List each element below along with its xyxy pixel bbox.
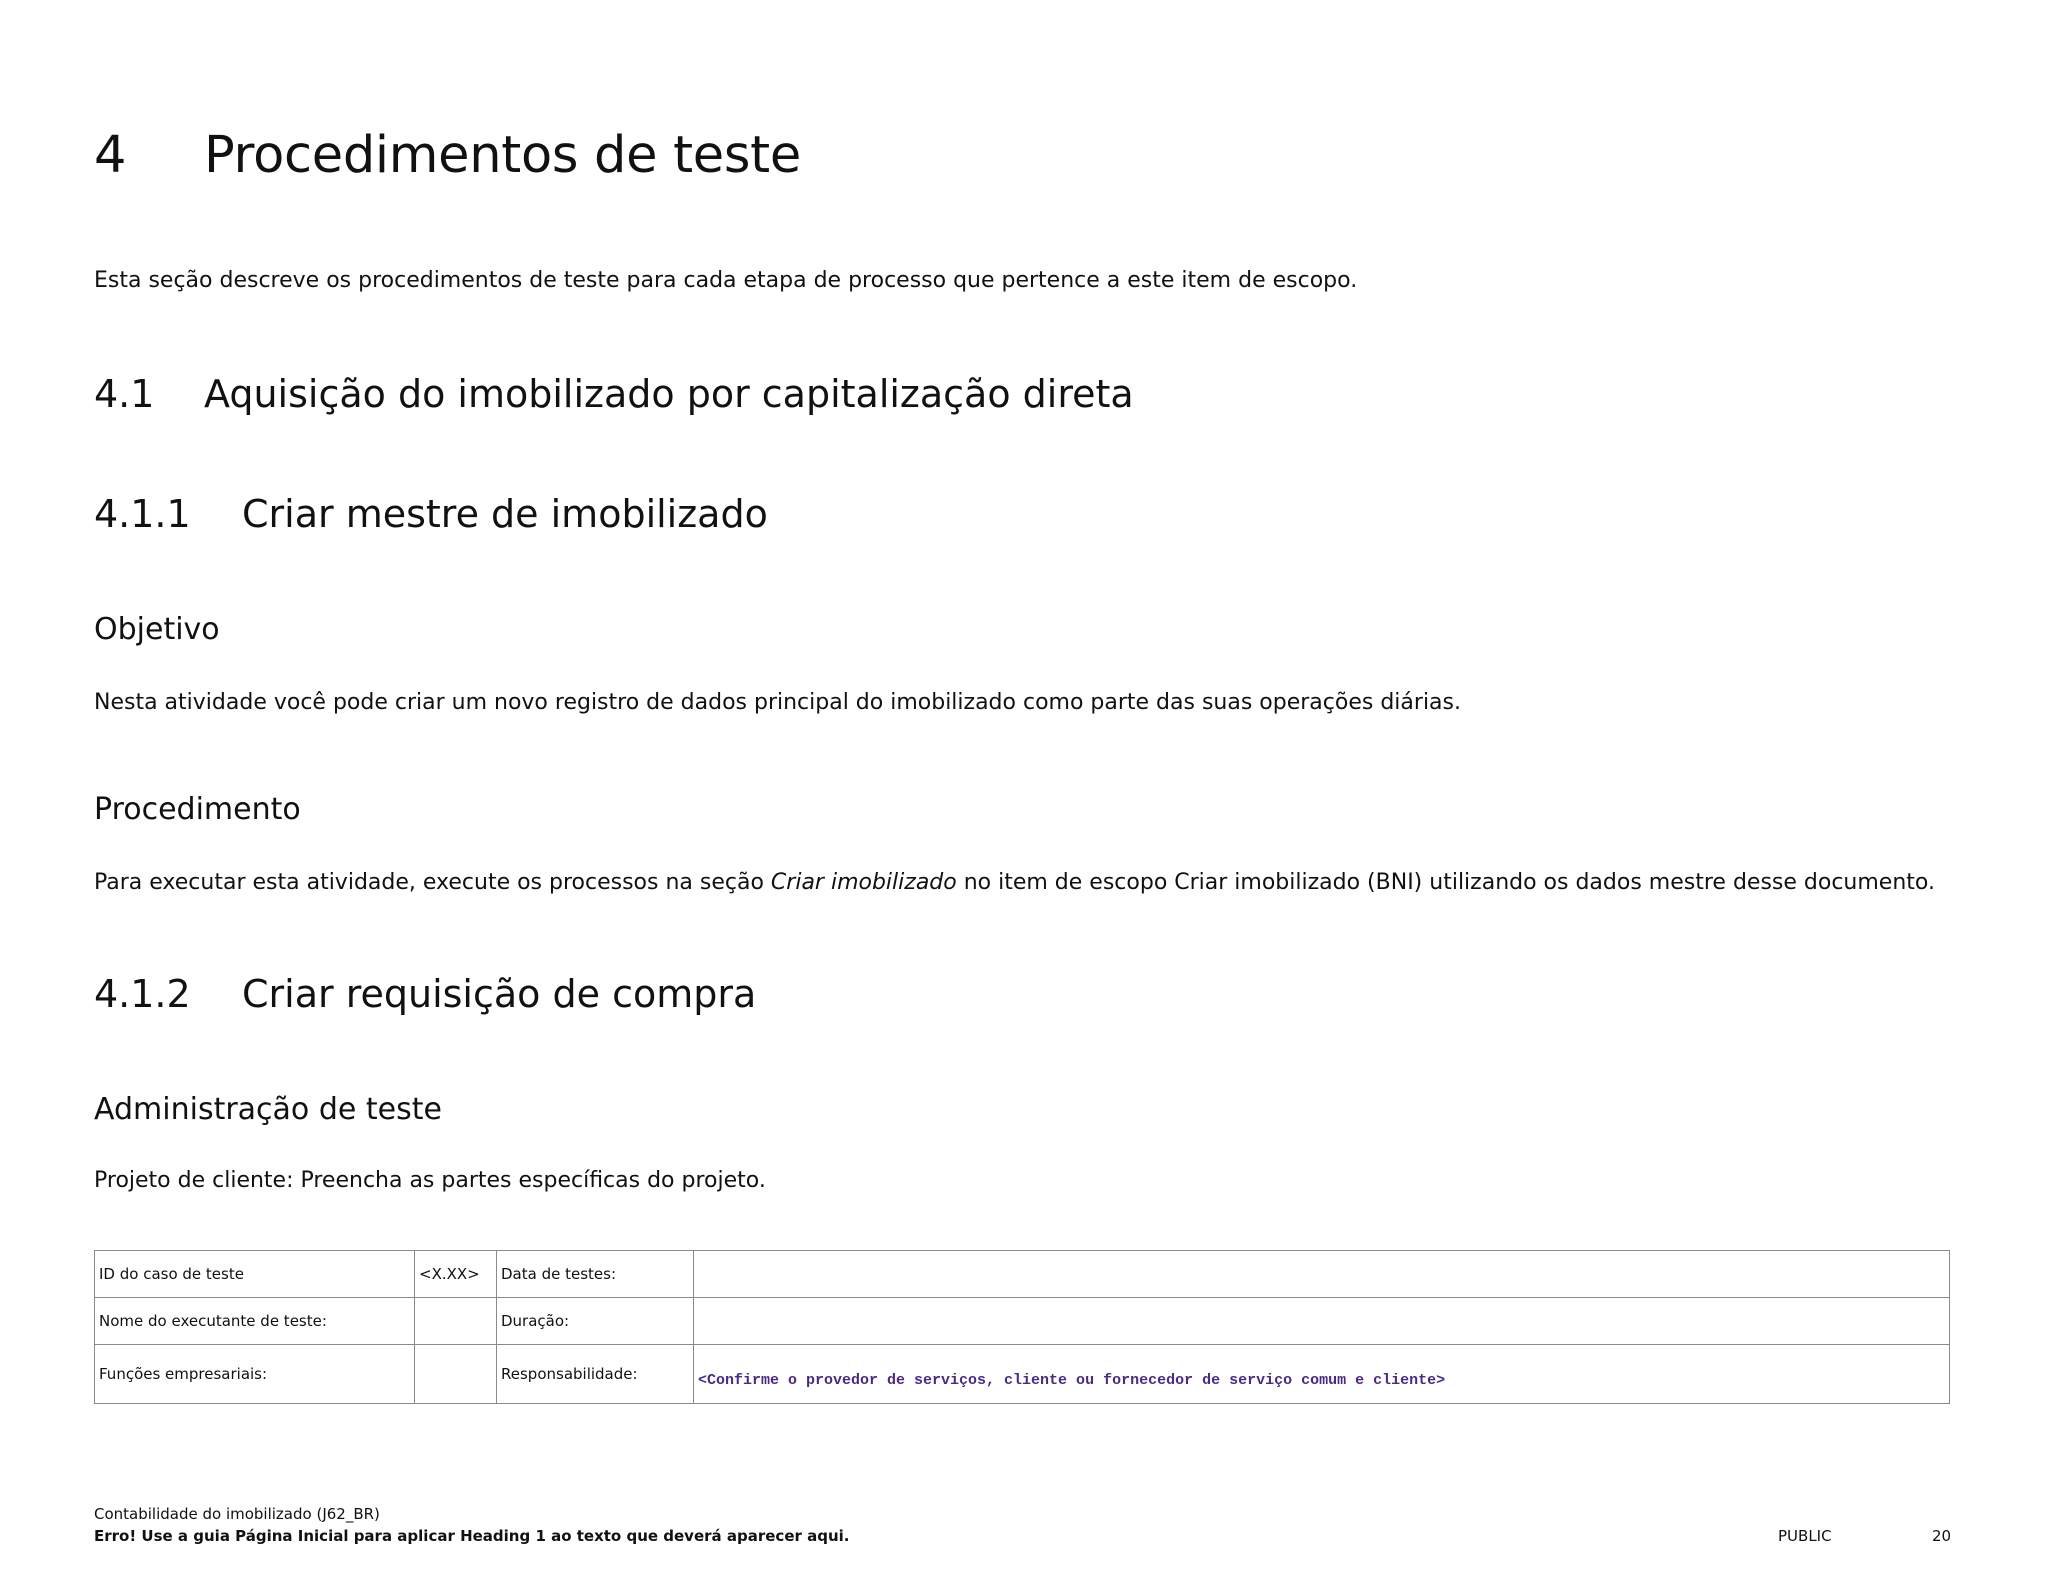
- procedimento-text-after: no item de escopo Criar imobilizado (BNI) utilizando os dados mestre desse documento.: [956, 870, 1935, 895]
- heading-number: 4.1: [94, 372, 155, 416]
- table-cell: Data de testes:: [497, 1251, 694, 1298]
- table-cell: <X.XX>: [415, 1251, 497, 1298]
- heading-4-1-1: [94, 492, 768, 536]
- heading-4: [94, 126, 801, 185]
- procedimento-italic-link: Criar imobilizado: [770, 870, 957, 895]
- footer-classification: PUBLIC: [1778, 1527, 1832, 1545]
- heading-number: 4: [94, 126, 127, 185]
- heading-title: Criar requisição de compra: [242, 972, 757, 1016]
- footer-document-title: Contabilidade do imobilizado (J62_BR): [94, 1505, 380, 1523]
- procedimento-heading: Procedimento: [94, 792, 301, 827]
- heading-number: 4.1.1: [94, 492, 191, 536]
- objetivo-paragraph: Nesta atividade você pode criar um novo registro de dados principal do imobilizado como parte das suas operações diárias.: [94, 690, 1461, 715]
- test-admin-table: [94, 1250, 1950, 1404]
- table-cell: Nome do executante de teste:: [95, 1298, 415, 1345]
- administracao-heading: Administração de teste: [94, 1092, 442, 1127]
- footer-error-message: Erro! Use a guia Página Inicial para aplicar Heading 1 ao texto que deverá aparecer aqui.: [94, 1527, 850, 1545]
- table-row: [95, 1298, 1950, 1345]
- intro-paragraph: Esta seção descreve os procedimentos de teste para cada etapa de processo que pertence a este item de escopo.: [94, 268, 1358, 293]
- table-cell: [694, 1251, 1950, 1298]
- table-cell: Responsabilidade:: [497, 1345, 694, 1404]
- administracao-paragraph: Projeto de cliente: Preencha as partes específicas do projeto.: [94, 1168, 766, 1193]
- heading-title: Criar mestre de imobilizado: [242, 492, 768, 536]
- heading-4-1-2: [94, 972, 756, 1016]
- table-cell: [415, 1345, 497, 1404]
- heading-title: Procedimentos de teste: [204, 126, 801, 185]
- heading-title: Aquisição do imobilizado por capitalização direta: [204, 372, 1134, 416]
- table-row: [95, 1251, 1950, 1298]
- footer-page-number: 20: [1932, 1527, 1952, 1545]
- responsibility-placeholder: <Confirme o provedor de serviços, cliente ou fornecedor de serviço comum e cliente>: [694, 1345, 1950, 1404]
- table-cell: [694, 1298, 1950, 1345]
- table-cell: Duração:: [497, 1298, 694, 1345]
- table-cell: ID do caso de teste: [95, 1251, 415, 1298]
- procedimento-paragraph: [94, 868, 1935, 898]
- footer-left: [94, 1503, 850, 1547]
- heading-number: 4.1.2: [94, 972, 191, 1016]
- table-cell: [415, 1298, 497, 1345]
- table-row: [95, 1345, 1950, 1404]
- table-cell: Funções empresariais:: [95, 1345, 415, 1404]
- heading-4-1: [94, 372, 1134, 416]
- objetivo-heading: Objetivo: [94, 612, 220, 647]
- procedimento-text-before: Para executar esta atividade, execute os processos na seção: [94, 870, 771, 895]
